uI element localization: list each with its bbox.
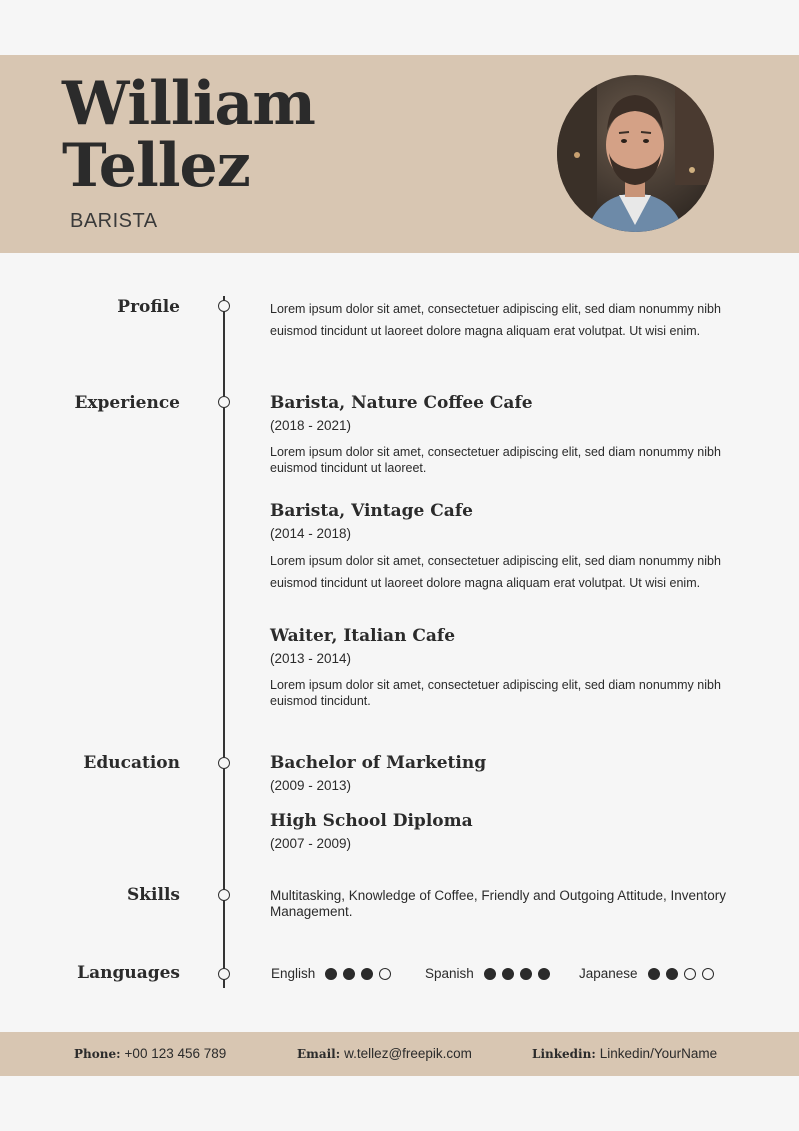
level-dot-filled: [666, 968, 678, 980]
phone-value: +00 123 456 789: [124, 1046, 227, 1061]
language-name: Japanese: [579, 966, 638, 981]
language-level: [325, 968, 391, 980]
job-description: Lorem ipsum dolor sit amet, consectetuer adipiscing elit, sed diam nonummy nibh euismod tincidunt ut laoreet.: [270, 445, 721, 475]
timeline-dot-experience: [218, 396, 230, 408]
skills-text: Multitasking, Knowledge of Coffee, Friendly and Outgoing Attitude, Inventory Management.: [270, 888, 727, 919]
language-item: [425, 966, 550, 981]
language-level: [484, 968, 550, 980]
job-role: BARISTA: [70, 210, 158, 232]
level-dot-empty: [702, 968, 714, 980]
profile-photo: [557, 75, 714, 232]
skills-heading: Skills: [126, 885, 180, 905]
job-description: Lorem ipsum dolor sit amet, consectetuer adipiscing elit, sed diam nonummy nibh euismod tincidunt ut laoreet dolore magna aliquam erat volutpat. Ut wisi enim.: [270, 554, 721, 590]
job-description: Lorem ipsum dolor sit amet, consectetuer adipiscing elit, sed diam nonummy nibh euismod tincidunt.: [270, 678, 721, 708]
linkedin-label: Linkedin:: [532, 1047, 596, 1061]
languages-heading: Languages: [77, 963, 180, 983]
timeline-dot-education: [218, 757, 230, 769]
timeline-dot-skills: [218, 889, 230, 901]
profile-text: Lorem ipsum dolor sit amet, consectetuer adipiscing elit, sed diam nonummy nibh euismod tincidunt ut laoreet dolore magna aliquam erat volutpat. Ut wisi enim.: [270, 302, 721, 338]
job-years: (2013 - 2014): [270, 651, 352, 666]
linkedin-contact[interactable]: [532, 1046, 717, 1061]
job-years: (2014 - 2018): [270, 526, 352, 541]
language-level: [648, 968, 714, 980]
level-dot-filled: [648, 968, 660, 980]
language-item: [271, 966, 391, 981]
language-name: English: [271, 966, 316, 981]
job-title: Waiter, Italian Cafe: [270, 626, 456, 646]
portrait-photo-illustration: [557, 75, 714, 232]
full-name: [62, 69, 315, 201]
email-value[interactable]: w.tellez@freepik.com: [344, 1046, 472, 1061]
job-title: Barista, Nature Coffee Cafe: [270, 393, 533, 413]
level-dot-filled: [361, 968, 373, 980]
job-years: (2018 - 2021): [270, 418, 352, 433]
level-dot-empty: [684, 968, 696, 980]
timeline-dot-languages: [218, 968, 230, 980]
level-dot-filled: [343, 968, 355, 980]
email-contact[interactable]: [297, 1046, 472, 1061]
first-name: William: [62, 69, 315, 139]
contact-footer: [0, 1032, 799, 1076]
level-dot-filled: [484, 968, 496, 980]
degree-years: (2007 - 2009): [270, 836, 352, 851]
degree-years: (2009 - 2013): [270, 778, 352, 793]
degree-title: High School Diploma: [270, 811, 473, 831]
language-name: Spanish: [425, 966, 474, 981]
timeline-dot-profile: [218, 300, 230, 312]
level-dot-filled: [520, 968, 532, 980]
email-label: Email:: [297, 1047, 341, 1061]
level-dot-filled: [325, 968, 337, 980]
phone-contact: [74, 1046, 226, 1061]
language-item: [579, 966, 714, 981]
experience-heading: Experience: [74, 393, 180, 413]
level-dot-empty: [379, 968, 391, 980]
header-band: [0, 55, 799, 253]
phone-label: Phone:: [74, 1047, 121, 1061]
last-name: Tellez: [62, 131, 250, 201]
education-heading: Education: [83, 753, 180, 773]
level-dot-filled: [538, 968, 550, 980]
level-dot-filled: [502, 968, 514, 980]
job-title: Barista, Vintage Cafe: [270, 501, 473, 521]
linkedin-value[interactable]: Linkedin/YourName: [599, 1046, 718, 1061]
profile-heading: Profile: [117, 297, 180, 317]
degree-title: Bachelor of Marketing: [270, 753, 487, 773]
